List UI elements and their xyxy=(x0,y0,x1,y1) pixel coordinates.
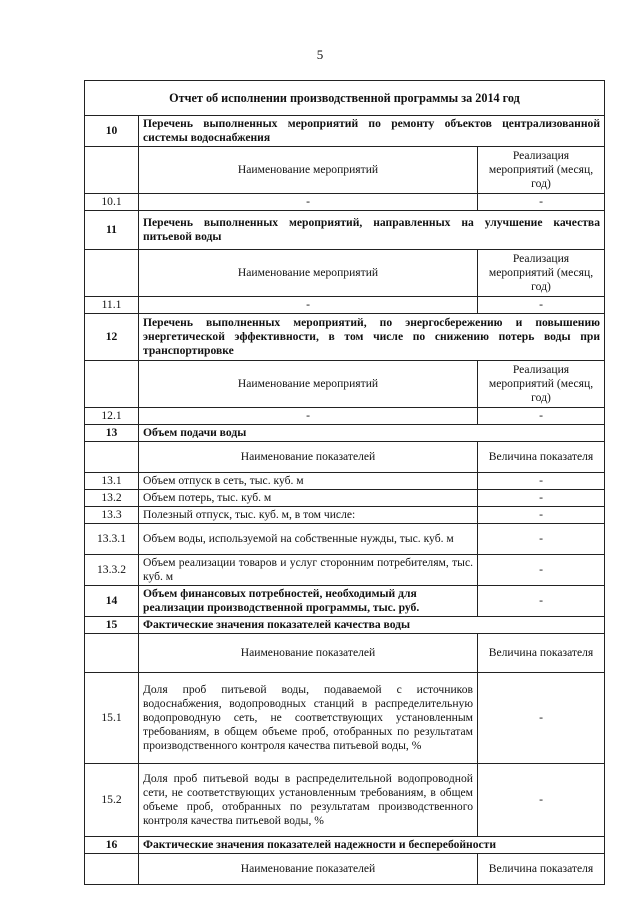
row-value: - xyxy=(478,297,605,314)
section-title: Объем подачи воды xyxy=(139,425,605,442)
row-number: 15.2 xyxy=(85,764,139,837)
empty-cell xyxy=(85,854,139,885)
column-header-name: Наименование мероприятий xyxy=(139,361,478,408)
row-value: - xyxy=(478,764,605,837)
section-row xyxy=(85,116,605,147)
row-number: 13.3 xyxy=(85,507,139,524)
section-row xyxy=(85,837,605,854)
column-header-value: Величина показателя xyxy=(478,854,605,885)
row-name: Объем отпуск в сеть, тыс. куб. м xyxy=(139,473,478,490)
empty-cell xyxy=(85,634,139,673)
header-row xyxy=(85,361,605,408)
section-title: Перечень выполненных мероприятий, по энергосбережению и повышению энергетической эффективности, в том числе по снижению потерь воды при транспортировке xyxy=(139,314,605,361)
row-value: - xyxy=(478,408,605,425)
column-header-value: Реализация мероприятий (месяц, год) xyxy=(478,250,605,297)
header-row xyxy=(85,147,605,194)
row-value: - xyxy=(478,507,605,524)
table-row xyxy=(85,555,605,586)
table-row xyxy=(85,673,605,764)
table-row xyxy=(85,408,605,425)
row-value: - xyxy=(478,473,605,490)
title-row xyxy=(85,81,605,116)
section-row xyxy=(85,586,605,617)
table-row xyxy=(85,764,605,837)
row-name: Полезный отпуск, тыс. куб. м, в том числе: xyxy=(139,507,478,524)
section-number: 16 xyxy=(85,837,139,854)
section-number: 13 xyxy=(85,425,139,442)
row-name: Доля проб питьевой воды, подаваемой с источников водоснабжения, водопроводных станций в распределительную водопроводную сеть, не соответствующих установленным требованиям, в общем объеме проб, отобранных по результатам производственного контроля качества питьевой воды, % xyxy=(139,673,478,764)
table-row xyxy=(85,297,605,314)
table-row xyxy=(85,524,605,555)
table-row xyxy=(85,473,605,490)
section-row xyxy=(85,314,605,361)
row-number: 10.1 xyxy=(85,194,139,211)
empty-cell xyxy=(85,442,139,473)
section-number: 12 xyxy=(85,314,139,361)
section-title: Фактические значения показателей качества воды xyxy=(139,617,605,634)
section-number: 11 xyxy=(85,211,139,250)
column-header-value: Величина показателя xyxy=(478,442,605,473)
section-number: 14 xyxy=(85,586,139,617)
empty-cell xyxy=(85,250,139,297)
row-name: Объем реализации товаров и услуг сторонним потребителям, тыс. куб. м xyxy=(139,555,478,586)
section-row xyxy=(85,211,605,250)
table-row xyxy=(85,490,605,507)
row-value: - xyxy=(478,586,605,617)
row-number: 13.3.2 xyxy=(85,555,139,586)
report-title: Отчет об исполнении производственной программы за 2014 год xyxy=(85,81,605,116)
row-name: Объем потерь, тыс. куб. м xyxy=(139,490,478,507)
column-header-value: Величина показателя xyxy=(478,634,605,673)
empty-cell xyxy=(85,147,139,194)
header-row xyxy=(85,634,605,673)
column-header-name: Наименование показателей xyxy=(139,854,478,885)
row-number: 13.3.1 xyxy=(85,524,139,555)
row-number: 15.1 xyxy=(85,673,139,764)
section-title: Перечень выполненных мероприятий по ремонту объектов централизованной системы водоснабжения xyxy=(139,116,605,147)
table-row xyxy=(85,194,605,211)
section-row xyxy=(85,425,605,442)
table-row xyxy=(85,507,605,524)
row-value: - xyxy=(478,555,605,586)
row-value: - xyxy=(478,194,605,211)
empty-cell xyxy=(85,361,139,408)
row-number: 11.1 xyxy=(85,297,139,314)
row-number: 13.1 xyxy=(85,473,139,490)
header-row xyxy=(85,442,605,473)
row-name: - xyxy=(139,408,478,425)
section-row xyxy=(85,617,605,634)
row-name: Доля проб питьевой воды в распределительной водопроводной сети, не соответствующих установленным требованиям, в общем объеме проб, отобранных по результатам производственного контроля качества питьевой воды, % xyxy=(139,764,478,837)
page-number: 5 xyxy=(316,47,324,62)
row-number: 12.1 xyxy=(85,408,139,425)
row-value: - xyxy=(478,524,605,555)
row-name: - xyxy=(139,194,478,211)
row-number: 13.2 xyxy=(85,490,139,507)
column-header-value: Реализация мероприятий (месяц, год) xyxy=(478,361,605,408)
row-name: Объем воды, используемой на собственные нужды, тыс. куб. м xyxy=(139,524,478,555)
column-header-name: Наименование показателей xyxy=(139,442,478,473)
section-number: 15 xyxy=(85,617,139,634)
column-header-name: Наименование показателей xyxy=(139,634,478,673)
column-header-name: Наименование мероприятий xyxy=(139,147,478,194)
row-value: - xyxy=(478,673,605,764)
report-table xyxy=(84,80,605,885)
row-name: - xyxy=(139,297,478,314)
row-value: - xyxy=(478,490,605,507)
section-title: Объем финансовых потребностей, необходимый для реализации производственной программы, тыс. руб. xyxy=(139,586,478,617)
header-row xyxy=(85,250,605,297)
header-row xyxy=(85,854,605,885)
section-title: Фактические значения показателей надежности и бесперебойности xyxy=(139,837,605,854)
column-header-value: Реализация мероприятий (месяц, год) xyxy=(478,147,605,194)
section-title: Перечень выполненных мероприятий, направленных на улучшение качества питьевой воды xyxy=(139,211,605,250)
section-number: 10 xyxy=(85,116,139,147)
column-header-name: Наименование мероприятий xyxy=(139,250,478,297)
